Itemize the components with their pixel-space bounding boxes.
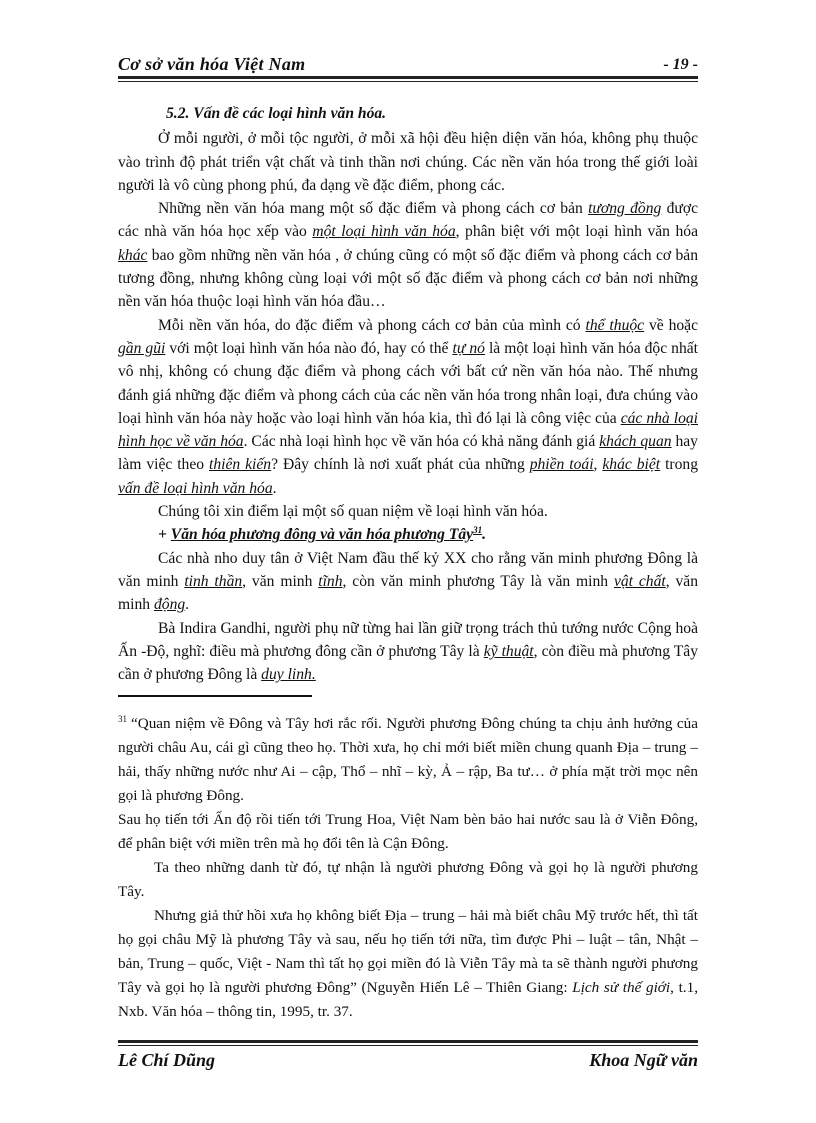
footnote-separator <box>118 695 312 697</box>
header-rule-thick <box>118 76 698 79</box>
page-footer <box>118 1040 698 1080</box>
underlined-term: khác <box>118 246 148 264</box>
header-rule-thin <box>118 81 698 82</box>
paragraph: Ở mỗi người, ở mỗi tộc người, ở mỗi xã hội đều hiện diện văn hóa, không phụ thuộc vào trình độ phát triển vật chất và tinh thần nơi chúng. Các nền văn hóa trong thế giới loài người là vô cùng phong phú, đa dạng về đặc điểm, phong các. <box>118 130 698 194</box>
underlined-term: một loại hình văn hóa <box>312 223 456 241</box>
section-heading: 5.2. Vấn đề các loại hình văn hóa. <box>166 105 387 122</box>
paragraph: Bà Indira Gandhi, người phụ nữ từng hai lần giữ trọng trách thủ tướng nước Cộng hoà Ấn -Độ, nghĩ: điều mà phương đông cần ở phương Tây là kỹ thuật, còn điều mà phương Tây cần ở phương Đông là duy linh. <box>118 619 698 684</box>
header-title: Cơ sở văn hóa Việt Nam <box>118 54 306 74</box>
subsection-heading: + Văn hóa phương đông và văn hóa phương Tây$^{31}$. <box>158 525 487 544</box>
paragraph: Những nền văn hóa mang một số đặc điểm và phong cách cơ bản tương đồng được các nhà văn hóa học xếp vào một loại hình văn hóa, phân biệt với một loại hình văn hóa khác bao gồm những nền văn hóa , ở chúng cũng có một số đặc điểm và phong cách cơ bản tương đồng, nhưng không cùng loại với một số đặc điểm và phong cách cơ bản nơi những nền văn hóa thuộc loại hình văn hóa đầu… <box>118 200 698 311</box>
underlined-term: duy linh. <box>261 666 316 684</box>
main-text <box>118 102 698 686</box>
underlined-term: vấn đề loại hình văn hóa <box>118 479 273 497</box>
paragraph: Chúng tôi xin điểm lại một số quan niệm về loại hình văn hóa. <box>158 503 548 521</box>
underlined-term: các nhà loại hình học về văn hóa <box>118 409 698 451</box>
footer-author: Lê Chí Dũng <box>118 1050 216 1070</box>
underlined-term: thiên kiến <box>209 456 272 474</box>
footnote-paragraph: Nhưng giả thử hồi xưa họ không biết Địa – trung – hải mà biết châu Mỹ trước hết, thì tất họ gọi châu Mỹ là phương Tây và sau, nếu họ tiến tới nữa, tìm được Phi – luật – tân, Nhật – bản, Trung – quốc, Việt - Nam thì tất họ gọi miền đó là Viễn Tây mà ta sẽ thành người phương Tây và gọi họ là người phương Đông” (Nguyễn Hiến Lê – Thiên Giang: Lịch sử thế giới, t.1, Nxb. Văn hóa – thông tin, 1995, tr. 37. <box>118 907 698 1020</box>
footnote-ref[interactable]: 31 <box>473 525 483 536</box>
book-title: Lịch sử thế giới <box>572 979 671 996</box>
underlined-term: thể thuộc <box>585 316 645 334</box>
footnote-paragraph: $^{31}$ “Quan niệm về Đông và Tây hơi rắc rối. Người phương Đông chúng ta chịu ảnh hưởng của người châu Au, cái gì cũng theo họ. Thời xưa, họ chỉ mới biết miền chung quanh Địa – trung – hải, thấy những nước như Ai – cập, Thổ – nhĩ – kỳ, Ả – rập, Ba tư… ở phía mặt trời mọc nên gọi là phương Đông. <box>118 714 698 804</box>
page-number: - 19 - <box>663 56 698 73</box>
footnote-number: 31 <box>118 714 127 724</box>
subsection-title: Văn hóa phương đông và văn hóa phương Tây <box>170 526 474 544</box>
page-header <box>118 52 698 78</box>
footnote-paragraph: Sau họ tiến tới Ấn độ rồi tiến tới Trung Hoa, Việt Nam bèn bảo hai nước sau là ở Viễn Đông, để phân biệt với miền trên mà họ đổi tên là Cận Đông. <box>118 811 698 852</box>
underlined-term: tinh thần <box>184 572 243 590</box>
footer-rule-thin <box>118 1045 698 1046</box>
paragraph: Các nhà nho duy tân ở Việt Nam đầu thế kỷ XX cho rằng văn minh phương Đông là văn minh tinh thần, văn minh tĩnh, còn văn minh phương Tây là văn minh vật chất, văn minh động. <box>118 549 699 614</box>
footnote <box>118 707 698 1024</box>
underlined-term: vật chất <box>613 572 666 590</box>
underlined-term: tương đồng <box>588 200 662 218</box>
underlined-term: phiền toái <box>529 456 594 474</box>
underlined-term: gần gũi <box>118 339 166 357</box>
underlined-term: khác biệt <box>602 456 661 474</box>
underlined-term: tự nó <box>452 339 485 357</box>
underlined-term: tĩnh <box>318 572 343 590</box>
underlined-term: kỹ thuật <box>483 642 534 660</box>
footer-rule-thick <box>118 1040 698 1043</box>
underlined-term: động <box>153 596 186 614</box>
footnote-paragraph: Ta theo những danh từ đó, tự nhận là người phương Đông và gọi họ là người phương Tây. <box>118 859 698 900</box>
underlined-term: khách quan <box>599 433 672 451</box>
footer-department: Khoa Ngữ văn <box>589 1050 698 1070</box>
paragraph: Mỗi nền văn hóa, do đặc điểm và phong cách cơ bản của mình có thể thuộc về hoặc gần gũi với một loại hình văn hóa nào đó, hay có thể tự nó là một loại hình văn hóa độc nhất vô nhị, không có chung đặc điểm và phong cách với bất cứ nền văn hóa nào. Thế nhưng đánh giá những đặc điểm và phong cách của các nền văn hóa trong nhân loại, đưa chúng vào loại hình văn hóa này hoặc vào loại hình văn hóa kia, thì đó lại là công việc của các nhà loại hình học về văn hóa. Các nhà loại hình học về văn hóa có khả năng đánh giá khách quan hay làm việc theo thiên kiến? Đây chính là nơi xuất phát của những phiền toái, khác biệt trong vấn đề loại hình văn hóa. <box>118 316 699 497</box>
